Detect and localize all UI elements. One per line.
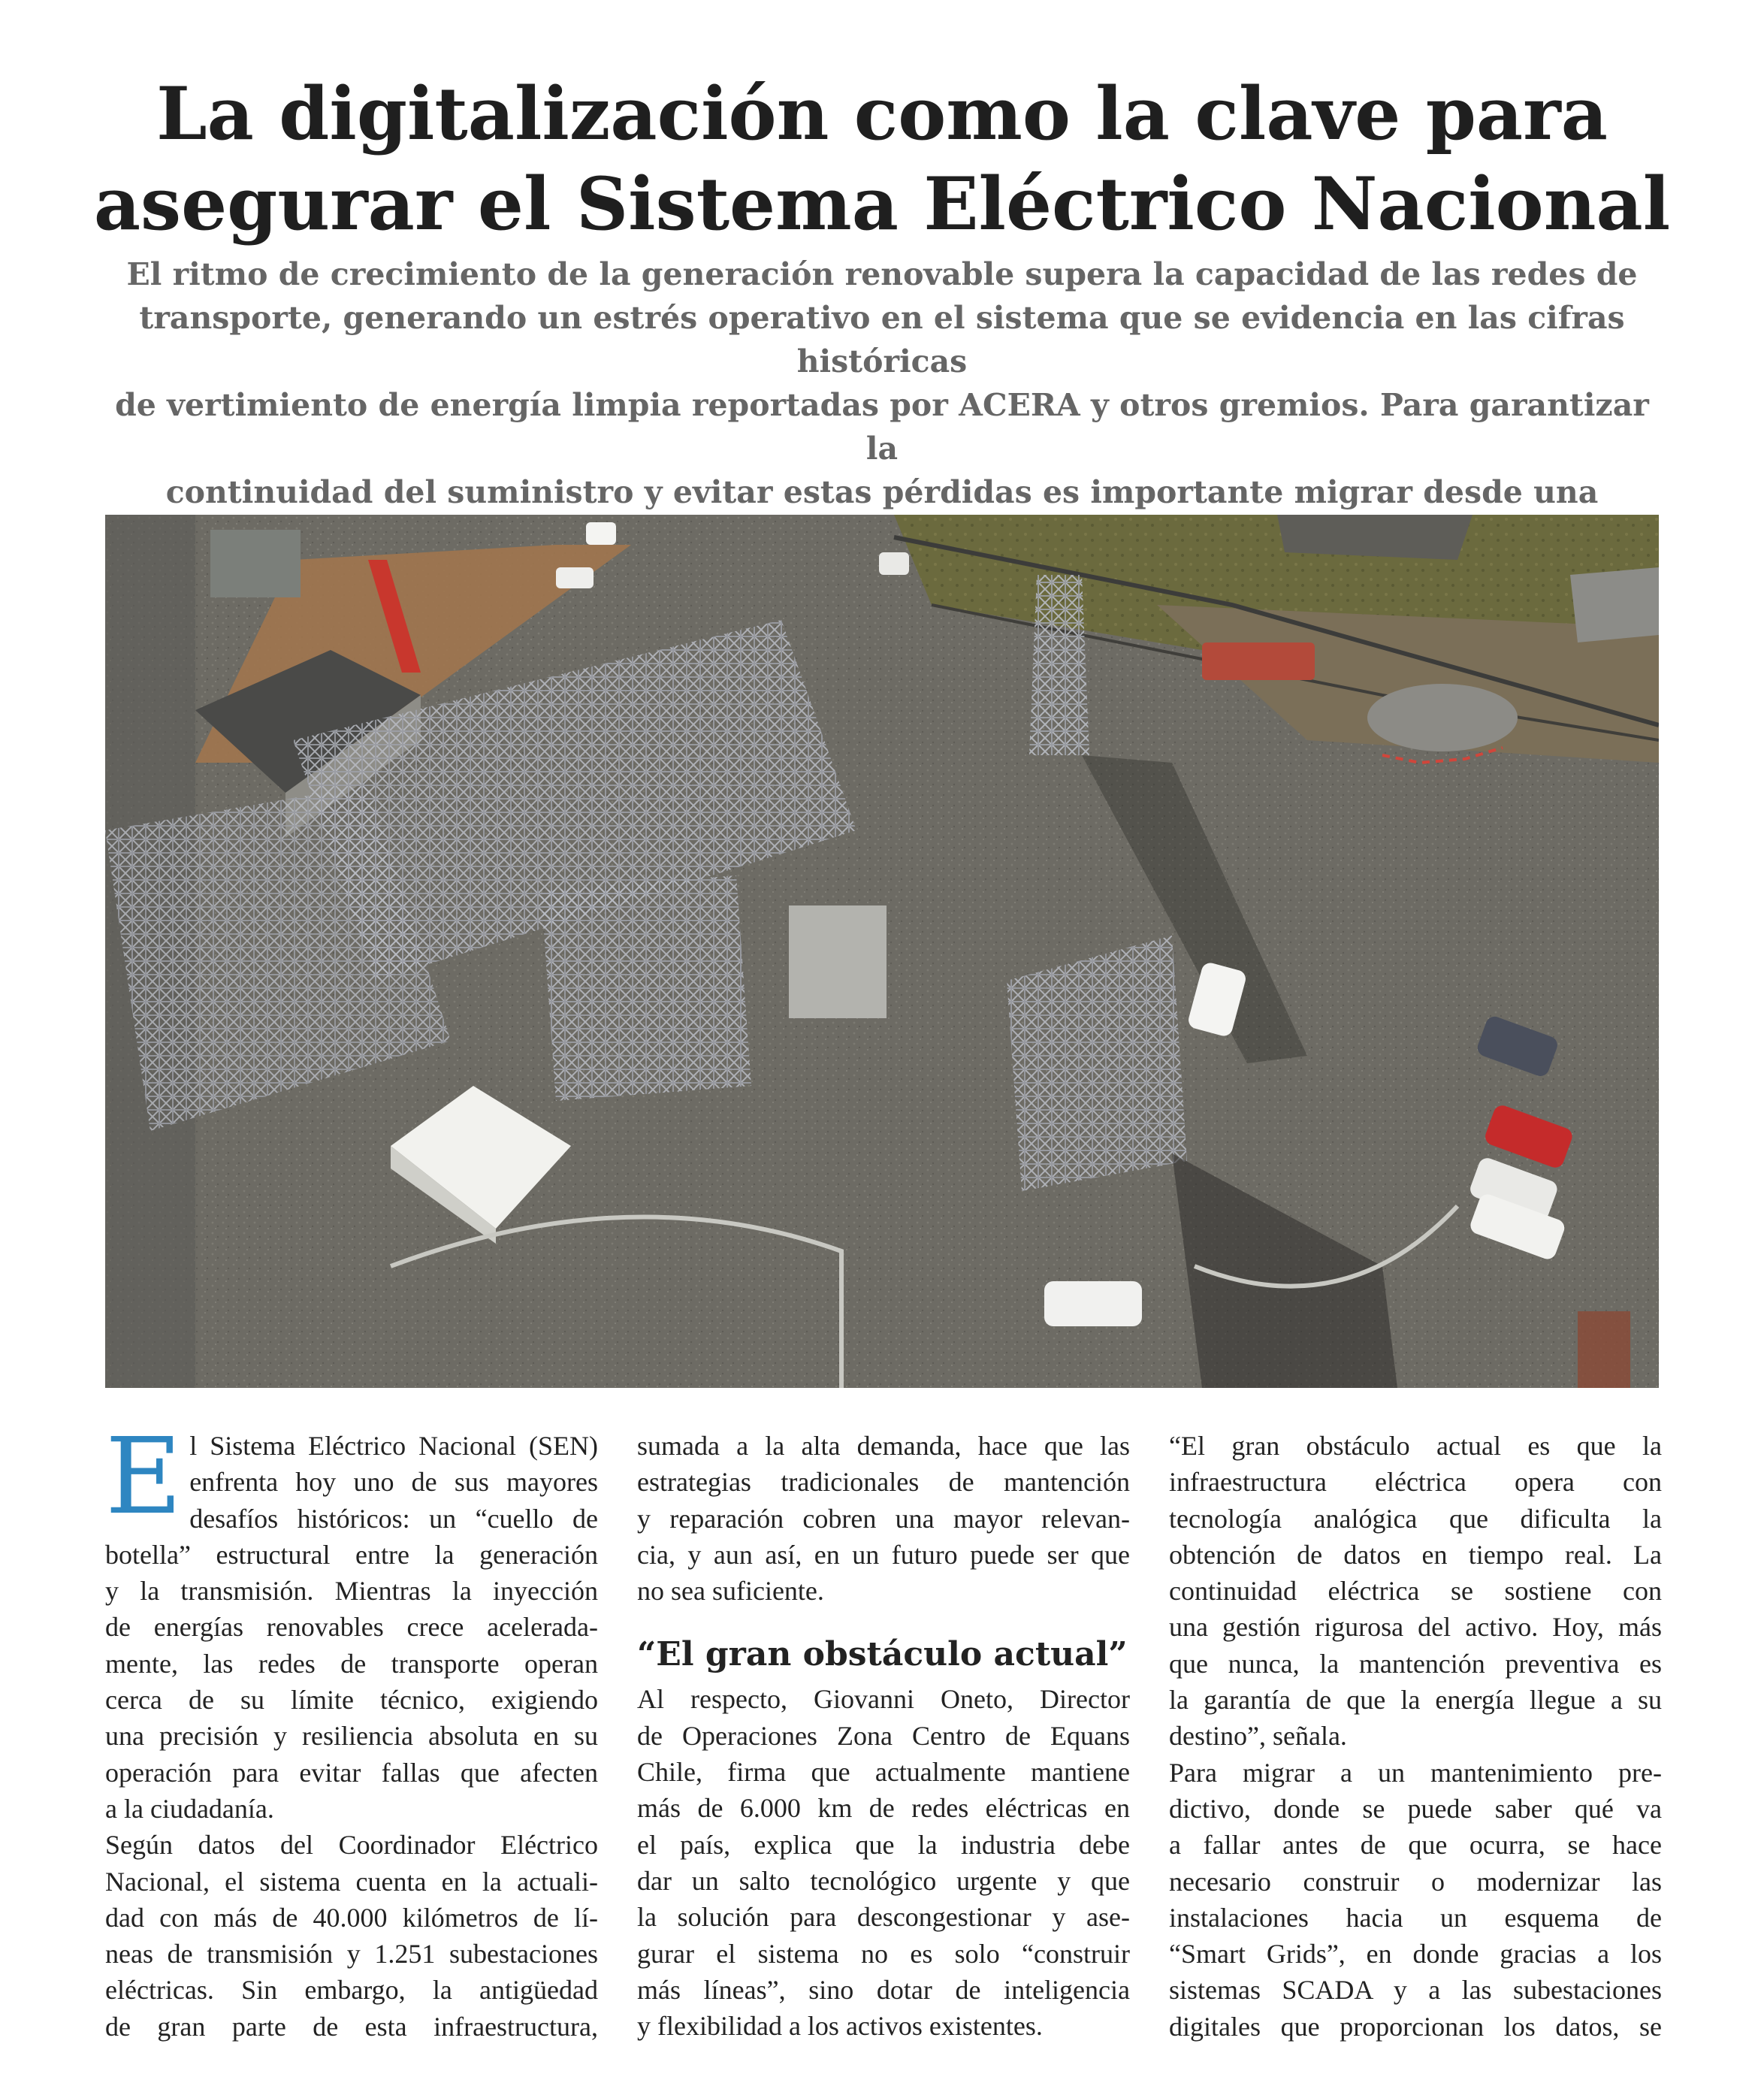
body-line: instalaciones hacia un esquema de: [1169, 1902, 1662, 1933]
body-line: estrategias tradicionales de mantención: [637, 1467, 1130, 1498]
headline-line: asegurar el Sistema Eléctrico Nacional: [93, 162, 1671, 246]
body-line: a la ciudadanía.: [105, 1793, 274, 1824]
body-line: dictivo, donde se puede saber qué va: [1169, 1793, 1662, 1824]
body-line: infraestructura eléctrica opera con: [1169, 1467, 1662, 1498]
body-line: operación para evitar fallas que afecten: [105, 1757, 598, 1788]
headline-line: La digitalización como la clave para: [156, 71, 1608, 156]
article-column-3: [1169, 1428, 1662, 2045]
body-line: l Sistema Eléctrico Nacional (SEN): [189, 1431, 598, 1461]
deck-line: de vertimiento de energía limpia reportadas por ACERA y otros gremios. Para garantizar la: [115, 387, 1649, 467]
body-line: necesario construir o modernizar las: [1169, 1866, 1662, 1897]
body-line: mente, las redes de transporte operan: [105, 1648, 598, 1679]
article-column-1: [105, 1416, 598, 2045]
body-line: cia, y aun así, en un futuro puede ser que: [637, 1539, 1130, 1570]
dropcap-letter: E: [105, 1416, 183, 1538]
deck-line: El ritmo de crecimiento de la generación renovable supera la capacidad de las redes de: [126, 256, 1638, 292]
body-line: más de 6.000 km de redes eléctricas en: [637, 1793, 1130, 1824]
deck-line: continuidad del suministro y evitar estas pérdidas es importante migrar desde una: [165, 474, 1599, 510]
photo-illustration: [105, 515, 1659, 1388]
body-line: de Operaciones Zona Centro de Equans: [637, 1720, 1130, 1751]
body-line: Chile, firma que actualmente mantiene: [637, 1757, 1130, 1788]
section-subhead: “El gran obstáculo actual”: [637, 1635, 1128, 1674]
body-line: Al respecto, Giovanni Oneto, Director: [637, 1684, 1130, 1715]
body-line: la solución para descongestionar y ase-: [637, 1902, 1130, 1933]
article-column-2: [637, 1428, 1130, 2044]
body-line: destino”, señala.: [1169, 1721, 1347, 1752]
body-line: Nacional, el sistema cuenta en la actuali-: [105, 1866, 598, 1897]
body-line: de energías renovables crece acelerada-: [105, 1612, 598, 1643]
body-line: dad con más de 40.000 kilómetros de lí-: [105, 1902, 598, 1933]
body-line: Para migrar a un mantenimiento pre-: [1169, 1757, 1662, 1788]
body-line: “El gran obstáculo actual es que la: [1169, 1431, 1662, 1461]
body-line: neas de transmisión y 1.251 subestaciones: [105, 1939, 598, 1970]
body-line: dar un salto tecnológico urgente y que: [637, 1865, 1130, 1896]
body-line: sumada a la alta demanda, hace que las: [637, 1431, 1130, 1461]
body-line: “Smart Grids”, en donde gracias a los: [1169, 1939, 1662, 1970]
body-line: sistemas SCADA y a las subestaciones: [1169, 1975, 1662, 2006]
body-line: no sea suficiente.: [637, 1576, 824, 1607]
body-line: y flexibilidad a los activos existentes.: [637, 2011, 1043, 2042]
body-line: botella” estructural entre la generación: [105, 1539, 598, 1570]
body-line: la garantía de que la energía llegue a su: [1169, 1685, 1662, 1716]
body-line: eléctricas. Sin embargo, la antigüedad: [105, 1975, 598, 2006]
substation-aerial-photo: [105, 515, 1659, 1388]
body-line: cerca de su límite técnico, exigiendo: [105, 1685, 598, 1716]
body-line: enfrenta hoy uno de sus mayores: [189, 1467, 598, 1498]
body-line: y la transmisión. Mientras la inyección: [105, 1576, 598, 1607]
body-line: desafíos históricos: un “cuello de: [189, 1503, 598, 1534]
body-line: digitales que proporcionan los datos, se: [1169, 2011, 1662, 2042]
body-line: una precisión y resiliencia absoluta en su: [105, 1721, 598, 1752]
body-line: Según datos del Coordinador Eléctrico: [105, 1830, 598, 1861]
body-line: gurar el sistema no es solo “construir: [637, 1938, 1130, 1969]
body-line: y reparación cobren una mayor relevan-: [637, 1503, 1130, 1534]
body-line: más líneas”, sino dotar de inteligencia: [637, 1974, 1130, 2005]
body-line: obtención de datos en tiempo real. La: [1169, 1539, 1662, 1570]
article-headline: [75, 69, 1689, 249]
body-line: tecnología analógica que dificulta la: [1169, 1503, 1662, 1534]
body-line: continuidad eléctrica se sostiene con: [1169, 1576, 1662, 1607]
body-line: que nunca, la mantención preventiva es: [1169, 1648, 1662, 1679]
body-line: a fallar antes de que ocurra, se hace: [1169, 1830, 1662, 1861]
body-line: el país, explica que la industria debe: [637, 1829, 1130, 1860]
body-line: de gran parte de esta infraestructura,: [105, 2011, 598, 2042]
body-line: una gestión rigurosa del activo. Hoy, más: [1169, 1612, 1662, 1643]
deck-line: transporte, generando un estrés operativo en el sistema que se evidencia en las cifras históricas: [139, 300, 1625, 379]
